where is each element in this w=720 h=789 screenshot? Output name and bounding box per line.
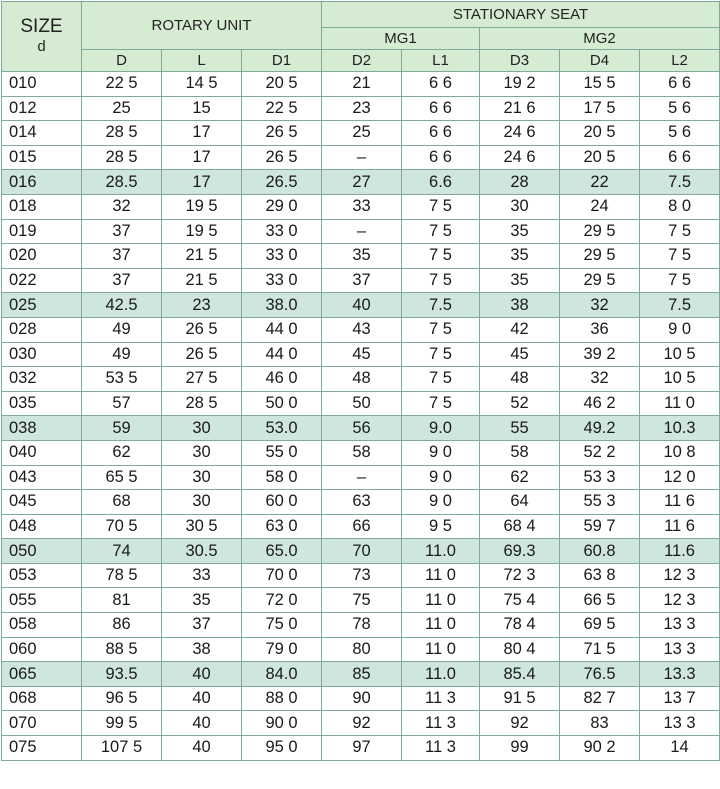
value-cell: 71 5 (560, 637, 640, 662)
value-cell: 92 (322, 711, 402, 736)
value-cell: 60.8 (560, 539, 640, 564)
value-cell: 22 (560, 170, 640, 195)
value-cell: 17 (162, 121, 242, 146)
table-row (2, 686, 720, 711)
value-cell: 21 6 (480, 96, 560, 121)
value-cell: 50 0 (242, 391, 322, 416)
value-cell: 35 (480, 219, 560, 244)
value-cell: 13 3 (640, 637, 720, 662)
value-cell: 28 (480, 170, 560, 195)
value-cell: 70 5 (82, 514, 162, 539)
value-cell: 5 6 (640, 96, 720, 121)
value-cell: 26 5 (162, 317, 242, 342)
value-cell: 32 (82, 194, 162, 219)
value-cell: 10 5 (640, 367, 720, 392)
value-cell: 11 0 (402, 613, 480, 638)
value-cell: 38.0 (242, 293, 322, 318)
table-row (2, 662, 720, 687)
value-cell: 13.3 (640, 662, 720, 687)
value-cell: 13 3 (640, 711, 720, 736)
size-cell: 068 (2, 686, 82, 711)
col-header-d2: D2 (322, 50, 402, 72)
col-header-l: L (162, 50, 242, 72)
size-cell: 025 (2, 293, 82, 318)
value-cell: 49.2 (560, 416, 640, 441)
table-row (2, 613, 720, 638)
value-cell: 35 (480, 268, 560, 293)
value-cell: 10 8 (640, 440, 720, 465)
size-cell: 030 (2, 342, 82, 367)
value-cell: 37 (82, 219, 162, 244)
value-cell: 72 0 (242, 588, 322, 613)
value-cell: 58 (322, 440, 402, 465)
value-cell: 68 4 (480, 514, 560, 539)
value-cell: 38 (162, 637, 242, 662)
table-row (2, 367, 720, 392)
table-row (2, 317, 720, 342)
value-cell: 22 5 (242, 96, 322, 121)
value-cell: 21 5 (162, 268, 242, 293)
value-cell: 78 4 (480, 613, 560, 638)
value-cell: 20 5 (560, 121, 640, 146)
value-cell: 70 (322, 539, 402, 564)
value-cell: 66 5 (560, 588, 640, 613)
table-row (2, 588, 720, 613)
value-cell: 14 5 (162, 72, 242, 97)
value-cell: 28 5 (82, 145, 162, 170)
value-cell: 35 (480, 244, 560, 269)
value-cell: 90 (322, 686, 402, 711)
table-row (2, 514, 720, 539)
value-cell: 11 3 (402, 736, 480, 761)
value-cell: – (322, 219, 402, 244)
value-cell: 60 0 (242, 490, 322, 515)
size-cell: 038 (2, 416, 82, 441)
value-cell: 33 0 (242, 268, 322, 293)
value-cell: 78 (322, 613, 402, 638)
value-cell: 7 5 (402, 367, 480, 392)
value-cell: 75 4 (480, 588, 560, 613)
value-cell: 20 5 (242, 72, 322, 97)
mg2-header: MG2 (480, 28, 720, 50)
value-cell: 22 5 (82, 72, 162, 97)
size-cell: 028 (2, 317, 82, 342)
value-cell: 19 5 (162, 194, 242, 219)
value-cell: 12 0 (640, 465, 720, 490)
value-cell: 40 (162, 686, 242, 711)
value-cell: 11 0 (402, 588, 480, 613)
value-cell: 7.5 (640, 170, 720, 195)
value-cell: 26 5 (162, 342, 242, 367)
value-cell: 73 (322, 563, 402, 588)
value-cell: 37 (82, 268, 162, 293)
value-cell: 13 3 (640, 613, 720, 638)
value-cell: 8 0 (640, 194, 720, 219)
value-cell: 45 (480, 342, 560, 367)
value-cell: 69.3 (480, 539, 560, 564)
value-cell: 33 (322, 194, 402, 219)
value-cell: 11 6 (640, 514, 720, 539)
value-cell: 23 (322, 96, 402, 121)
value-cell: 62 (480, 465, 560, 490)
value-cell: 37 (322, 268, 402, 293)
value-cell: 11.6 (640, 539, 720, 564)
value-cell: 25 (322, 121, 402, 146)
value-cell: 35 (162, 588, 242, 613)
value-cell: 92 (480, 711, 560, 736)
value-cell: 24 6 (480, 121, 560, 146)
rotary-unit-header: ROTARY UNIT (82, 2, 322, 50)
value-cell: 11 3 (402, 711, 480, 736)
table-body (2, 72, 720, 761)
value-cell: 75 (322, 588, 402, 613)
value-cell: 21 (322, 72, 402, 97)
value-cell: 9 0 (402, 465, 480, 490)
value-cell: 7 5 (402, 219, 480, 244)
value-cell: 49 (82, 342, 162, 367)
value-cell: 59 (82, 416, 162, 441)
value-cell: 26.5 (242, 170, 322, 195)
value-cell: 36 (560, 317, 640, 342)
value-cell: 6 6 (640, 72, 720, 97)
value-cell: 7 5 (402, 194, 480, 219)
value-cell: 9 0 (640, 317, 720, 342)
size-cell: 016 (2, 170, 82, 195)
value-cell: 7 5 (640, 268, 720, 293)
table-row (2, 342, 720, 367)
table-row (2, 268, 720, 293)
value-cell: 11.0 (402, 662, 480, 687)
table-row (2, 244, 720, 269)
value-cell: 30 (162, 465, 242, 490)
value-cell: 37 (162, 613, 242, 638)
value-cell: 57 (82, 391, 162, 416)
value-cell: 90 2 (560, 736, 640, 761)
col-header-d4: D4 (560, 50, 640, 72)
table-row (2, 539, 720, 564)
value-cell: 55 0 (242, 440, 322, 465)
size-cell: 050 (2, 539, 82, 564)
size-cell: 055 (2, 588, 82, 613)
col-header-l1: L1 (402, 50, 480, 72)
value-cell: 42.5 (82, 293, 162, 318)
value-cell: 9 5 (402, 514, 480, 539)
size-label: SIZE (20, 15, 63, 37)
table-header (2, 2, 720, 72)
value-cell: 33 0 (242, 244, 322, 269)
value-cell: 26 5 (242, 145, 322, 170)
value-cell: 23 (162, 293, 242, 318)
value-cell: 13 7 (640, 686, 720, 711)
value-cell: 88 0 (242, 686, 322, 711)
size-cell: 015 (2, 145, 82, 170)
value-cell: 40 (322, 293, 402, 318)
table-row (2, 96, 720, 121)
value-cell: 29 0 (242, 194, 322, 219)
value-cell: 37 (82, 244, 162, 269)
value-cell: 30 5 (162, 514, 242, 539)
size-cell: 043 (2, 465, 82, 490)
value-cell: 29 5 (560, 244, 640, 269)
value-cell: 42 (480, 317, 560, 342)
value-cell: 11.0 (402, 539, 480, 564)
value-cell: 53 3 (560, 465, 640, 490)
table-row (2, 219, 720, 244)
value-cell: 58 0 (242, 465, 322, 490)
value-cell: 19 5 (162, 219, 242, 244)
value-cell: 11 0 (640, 391, 720, 416)
value-cell: 30 (162, 440, 242, 465)
table-row (2, 121, 720, 146)
table-row (2, 637, 720, 662)
value-cell: 39 2 (560, 342, 640, 367)
value-cell: 44 0 (242, 317, 322, 342)
value-cell: 40 (162, 736, 242, 761)
value-cell: 9 0 (402, 490, 480, 515)
table-row (2, 736, 720, 761)
value-cell: 9 0 (402, 440, 480, 465)
table-row (2, 563, 720, 588)
value-cell: 7 5 (402, 391, 480, 416)
value-cell: 66 (322, 514, 402, 539)
value-cell: 76.5 (560, 662, 640, 687)
value-cell: 7 5 (402, 342, 480, 367)
value-cell: 46 2 (560, 391, 640, 416)
value-cell: 11 3 (402, 686, 480, 711)
size-cell: 048 (2, 514, 82, 539)
value-cell: 9.0 (402, 416, 480, 441)
size-sub-label: d (37, 37, 46, 55)
value-cell: 40 (162, 711, 242, 736)
value-cell: 15 (162, 96, 242, 121)
value-cell: 63 0 (242, 514, 322, 539)
value-cell: 6 6 (402, 121, 480, 146)
value-cell: 21 5 (162, 244, 242, 269)
value-cell: 56 (322, 416, 402, 441)
value-cell: 27 5 (162, 367, 242, 392)
col-header-d: D (82, 50, 162, 72)
value-cell: 65 5 (82, 465, 162, 490)
table-row (2, 72, 720, 97)
size-cell: 070 (2, 711, 82, 736)
value-cell: 96 5 (82, 686, 162, 711)
value-cell: 28.5 (82, 170, 162, 195)
value-cell: 90 0 (242, 711, 322, 736)
value-cell: 24 6 (480, 145, 560, 170)
size-cell: 022 (2, 268, 82, 293)
table-row (2, 170, 720, 195)
value-cell: 24 (560, 194, 640, 219)
value-cell: 32 (560, 367, 640, 392)
value-cell: 59 7 (560, 514, 640, 539)
mg1-header: MG1 (322, 28, 480, 50)
value-cell: 6 6 (640, 145, 720, 170)
value-cell: 49 (82, 317, 162, 342)
value-cell: 86 (82, 613, 162, 638)
value-cell: 62 (82, 440, 162, 465)
value-cell: 58 (480, 440, 560, 465)
value-cell: 99 5 (82, 711, 162, 736)
value-cell: 48 (322, 367, 402, 392)
value-cell: 52 (480, 391, 560, 416)
value-cell: 38 (480, 293, 560, 318)
value-cell: 30 (162, 416, 242, 441)
value-cell: 29 5 (560, 219, 640, 244)
value-cell: 79 0 (242, 637, 322, 662)
value-cell: 82 7 (560, 686, 640, 711)
table-row (2, 145, 720, 170)
value-cell: 40 (162, 662, 242, 687)
value-cell: 28 5 (82, 121, 162, 146)
size-cell: 019 (2, 219, 82, 244)
value-cell: 29 5 (560, 268, 640, 293)
value-cell: 81 (82, 588, 162, 613)
value-cell: 50 (322, 391, 402, 416)
value-cell: 33 (162, 563, 242, 588)
value-cell: 45 (322, 342, 402, 367)
value-cell: 64 (480, 490, 560, 515)
value-cell: 7.5 (402, 293, 480, 318)
value-cell: 14 (640, 736, 720, 761)
value-cell: 7 5 (640, 244, 720, 269)
size-header (2, 2, 82, 72)
table-row (2, 465, 720, 490)
value-cell: 17 (162, 170, 242, 195)
value-cell: 19 2 (480, 72, 560, 97)
size-cell: 058 (2, 613, 82, 638)
value-cell: 12 3 (640, 563, 720, 588)
value-cell: 63 8 (560, 563, 640, 588)
size-cell: 012 (2, 96, 82, 121)
value-cell: 30.5 (162, 539, 242, 564)
value-cell: 85.4 (480, 662, 560, 687)
value-cell: 11 0 (402, 637, 480, 662)
value-cell: 27 (322, 170, 402, 195)
size-cell: 014 (2, 121, 82, 146)
value-cell: 30 (480, 194, 560, 219)
value-cell: 75 0 (242, 613, 322, 638)
value-cell: 7.5 (640, 293, 720, 318)
value-cell: 6 6 (402, 96, 480, 121)
value-cell: 20 5 (560, 145, 640, 170)
table-row (2, 440, 720, 465)
size-cell: 040 (2, 440, 82, 465)
value-cell: 7 5 (640, 219, 720, 244)
value-cell: 91 5 (480, 686, 560, 711)
value-cell: 93.5 (82, 662, 162, 687)
value-cell: 85 (322, 662, 402, 687)
value-cell: 10 5 (640, 342, 720, 367)
value-cell: 74 (82, 539, 162, 564)
table-row (2, 194, 720, 219)
value-cell: 6 6 (402, 145, 480, 170)
value-cell: 48 (480, 367, 560, 392)
value-cell: 44 0 (242, 342, 322, 367)
size-cell: 065 (2, 662, 82, 687)
dimensions-table (1, 1, 720, 761)
value-cell: 46 0 (242, 367, 322, 392)
value-cell: 53 5 (82, 367, 162, 392)
value-cell: 65.0 (242, 539, 322, 564)
size-cell: 075 (2, 736, 82, 761)
size-cell: 060 (2, 637, 82, 662)
value-cell: 107 5 (82, 736, 162, 761)
value-cell: 7 5 (402, 317, 480, 342)
value-cell: 15 5 (560, 72, 640, 97)
value-cell: – (322, 465, 402, 490)
value-cell: 97 (322, 736, 402, 761)
value-cell: 7 5 (402, 244, 480, 269)
value-cell: 7 5 (402, 268, 480, 293)
value-cell: 88 5 (82, 637, 162, 662)
value-cell: 70 0 (242, 563, 322, 588)
value-cell: 69 5 (560, 613, 640, 638)
size-cell: 010 (2, 72, 82, 97)
value-cell: 78 5 (82, 563, 162, 588)
value-cell: 17 5 (560, 96, 640, 121)
value-cell: 25 (82, 96, 162, 121)
value-cell: – (322, 145, 402, 170)
value-cell: 26 5 (242, 121, 322, 146)
value-cell: 30 (162, 490, 242, 515)
value-cell: 52 2 (560, 440, 640, 465)
col-header-l2: L2 (640, 50, 720, 72)
value-cell: 33 0 (242, 219, 322, 244)
value-cell: 12 3 (640, 588, 720, 613)
value-cell: 99 (480, 736, 560, 761)
table-row (2, 490, 720, 515)
size-cell: 045 (2, 490, 82, 515)
table-row (2, 293, 720, 318)
value-cell: 6.6 (402, 170, 480, 195)
value-cell: 5 6 (640, 121, 720, 146)
col-header-d3: D3 (480, 50, 560, 72)
value-cell: 83 (560, 711, 640, 736)
size-cell: 032 (2, 367, 82, 392)
value-cell: 17 (162, 145, 242, 170)
size-cell: 053 (2, 563, 82, 588)
value-cell: 35 (322, 244, 402, 269)
value-cell: 80 4 (480, 637, 560, 662)
table-row (2, 391, 720, 416)
value-cell: 28 5 (162, 391, 242, 416)
col-header-d1: D1 (242, 50, 322, 72)
value-cell: 43 (322, 317, 402, 342)
value-cell: 72 3 (480, 563, 560, 588)
value-cell: 11 0 (402, 563, 480, 588)
size-cell: 035 (2, 391, 82, 416)
table-row (2, 711, 720, 736)
value-cell: 53.0 (242, 416, 322, 441)
value-cell: 11 6 (640, 490, 720, 515)
size-cell: 018 (2, 194, 82, 219)
value-cell: 63 (322, 490, 402, 515)
value-cell: 10.3 (640, 416, 720, 441)
value-cell: 68 (82, 490, 162, 515)
size-cell: 020 (2, 244, 82, 269)
stationary-seat-header: STATIONARY SEAT (322, 2, 720, 28)
value-cell: 84.0 (242, 662, 322, 687)
value-cell: 95 0 (242, 736, 322, 761)
value-cell: 80 (322, 637, 402, 662)
value-cell: 55 (480, 416, 560, 441)
value-cell: 32 (560, 293, 640, 318)
table-row (2, 416, 720, 441)
value-cell: 55 3 (560, 490, 640, 515)
value-cell: 6 6 (402, 72, 480, 97)
